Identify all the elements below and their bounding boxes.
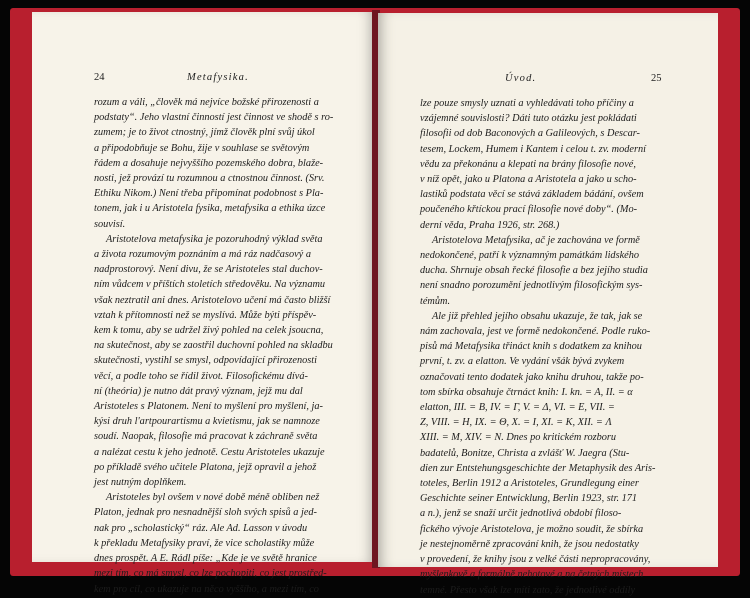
text-line: k překladu Metafysiky praví, že vice scholastiky může (94, 537, 315, 549)
text-line: Aristoteles s Platonem. Není to myšlení pro myšlení, ja- (94, 401, 323, 413)
right-page-text (420, 96, 665, 598)
text-line: označovati tento dodatek jako knihu druhou, takže po- (420, 371, 644, 383)
text-line: a n.), jenž se snaží určit jednotlivá období filoso- (420, 508, 622, 520)
text-line: lastiků podstata věcí se stává základem bádání, ovšem (420, 189, 644, 201)
right-page-number: 25 (651, 73, 662, 84)
text-line: na skutečnost, aby se zaostřil duchovní pohled na skladbu (94, 340, 333, 352)
text-line: nak pro „scholastický“ ráz. Ale Ad. Lasson v úvodu (94, 522, 308, 534)
paragraph (94, 232, 366, 490)
text-line: ním vůdcem v příštích stoletích středověku. Na významu (94, 279, 326, 291)
text-line: Aristotelova Metafysika, ač je zachována ve formě (432, 234, 640, 246)
text-line: však neztratil ani dnes. Aristotelovo učení má často bližší (94, 294, 331, 306)
text-line: a připodobňuje se Bohu, žije v souhlase se světovým (94, 142, 310, 154)
left-page-text (94, 95, 366, 597)
text-line: soudí. Naopak, filosofie má pracovat k záchraně světa (94, 431, 318, 443)
text-line: nosti, jež provází tu rozumnou a ctnostnou činnost. (Srv. (94, 173, 325, 185)
text-line: mezi tím, co má smysl, co lze pochopiti, co jest prostřed- (94, 568, 327, 580)
text-line: v níž opět, jako u Platona a Aristotela a jako u scho- (420, 174, 637, 186)
text-line: je nestejnoměrně zpracování knih, že jsou nedostatky (420, 538, 639, 550)
text-line: kem k tomu, aby se udržel živý pohled na celek jsoucna, (94, 325, 324, 337)
text-line: Platon, jednak pro nesnadnější sloh svých spisů a jed- (94, 507, 317, 519)
text-line: badatelů, Bonitze, Christa a zvlášť W. Jaegra (Stu- (420, 447, 630, 459)
right-page (378, 13, 718, 596)
text-line: vztah k přítomnosti než se myslívá. Může býti příspěv- (94, 309, 317, 321)
text-line: myšlenkově a formálně nehotové a na četných místech (420, 569, 644, 581)
text-line: lze pouze smysly uznati a vyhledávati toho příčiny a (420, 98, 634, 109)
text-line: tonem, jak i u Aristotela fysika, metafysika a ethika úzce (94, 203, 326, 215)
paragraph (420, 96, 665, 233)
text-line: derní věda, Praha 1926, str. 268.) (420, 219, 560, 231)
text-line: zumem; je to život ctnostný, jímž člověk plní svůj úkol (94, 127, 315, 139)
left-page (32, 12, 374, 595)
text-line: nedokončené, patří k významným památkám lidského (420, 250, 640, 262)
text-line: ní (theória) je nutno dát pravý význam, jejž mu dal (94, 385, 303, 397)
paragraph (94, 490, 366, 596)
text-line: temné. Přesto však lze míti zato, že jednotlivé oddíly (420, 584, 636, 596)
text-line: Z, VIII. = H, IX. = Θ, X. = I, XI. = K, XII. = Λ (420, 417, 612, 429)
text-line: v provedení, že knihy jsou z velké části nepropracovány, (420, 554, 651, 566)
text-line: jest nutným doplňkem. (94, 477, 187, 489)
text-line: podstaty“. Jeho vlastní činností jest činnost ve shodě s ro- (94, 112, 334, 124)
text-line: fického vývoje Aristotelova, je možno soudit, že sbírka (420, 523, 644, 535)
text-line: a života rozumovým poznáním a má ráz nadčasový a (94, 249, 311, 261)
text-line: XIII. = M, XIV. = N. Dnes po kritickém rozboru (420, 432, 617, 444)
left-page-number: 24 (94, 72, 105, 83)
text-line: dien zur Entstehungsgeschichte der Metaphysik des Aris- (420, 462, 656, 474)
text-line: rozum a váli, „člověk má nejvíce božské přirozenosti a (94, 97, 319, 108)
text-line: tom sbírka obsahuje čtrnáct knih: I. kn. = A, II. = α (420, 386, 633, 398)
paragraph (94, 95, 366, 232)
paragraph (420, 309, 665, 598)
text-line: filosofii od dob Baconových a Galileových, s Descar- (420, 128, 640, 140)
text-line: témům. (420, 295, 451, 307)
text-line: ducha. Shrnuje obsah řecké filosofie a bez jejího studia (420, 265, 648, 277)
text-line: nadprostorový. Není divu, že se Aristoteles stal duchov- (94, 264, 323, 276)
text-line: elatton, III. = B, IV. = Γ, V. = Δ, VI. = E, VII. = (420, 402, 615, 414)
text-line: Aristotelova metafysika je pozoruhodný výklad světa (106, 233, 323, 245)
text-line: souvisí. (94, 218, 126, 230)
paragraph (420, 233, 665, 309)
text-line: pisů má Metafysika třináct knih s dodatkem za knihou (420, 341, 642, 353)
text-line: věcí, a podle toho se řídil život. Filosofickému dívá- (94, 370, 308, 382)
text-line: po příkladě svého učitele Platona, jejž opravil a jehož (94, 461, 317, 473)
text-line: poučeného křtíckou prací filosofie nové doby“. (Mo- (420, 204, 638, 216)
right-running-title: Úvod. (505, 73, 537, 84)
text-line: první, t. zv. a elatton. Ve vydání všák bývá zvykem (420, 356, 625, 368)
text-line: vědu za překonánu a klepati na brány filosofie nové, (420, 158, 636, 170)
left-running-title: Metafysika. (187, 72, 249, 83)
text-line: Aristoteles byl ovšem v nové době méně obliben než (106, 492, 320, 504)
text-line: tesem, Lockem, Humem i Kantem i celou t. zv. moderní (420, 143, 647, 155)
text-line: Geschichte seiner Entwicklung, Berlin 1923, str. 171 (420, 493, 638, 505)
text-line: kýsi druh l'artpourartismu a kvietismu, jak se namnoze (94, 416, 320, 428)
text-line: a nalézat cestu k jeho jednotě. Cestu Aristoteles ukazuje (94, 446, 325, 458)
text-line: nám zachovala, jest ve formě nedokončené. Podle ruko- (420, 326, 651, 338)
text-line: skutečnosti, vystihl se smysl, odpovídající přirozenosti (94, 355, 317, 367)
text-line: není snadno porozumění jednotlivým filosofickým sys- (420, 280, 643, 292)
text-line: vzájemné souvislosti? Dáti tuto otázku jest pokládati (420, 113, 637, 125)
text-line: toteles, Berlin 1912 a Aristoteles, Grundlegung einer (420, 478, 639, 490)
text-line: dnes prospět. A E. Rádl píše: „Kde je ve světě hranice (94, 553, 317, 565)
text-line: Ethiku Nikom.) Není třeba připomínat podobnost s Pla- (94, 188, 324, 200)
text-line: řádem a dosahuje nejvyššího pozemského dobra, blaže- (94, 157, 324, 169)
text-line: Ale již přehled jejího obsahu ukazuje, že tak, jak se (432, 310, 643, 322)
text-line: kem pro cíl, co ukazuje na něco vyššího, a mezi tím, co (94, 583, 319, 595)
